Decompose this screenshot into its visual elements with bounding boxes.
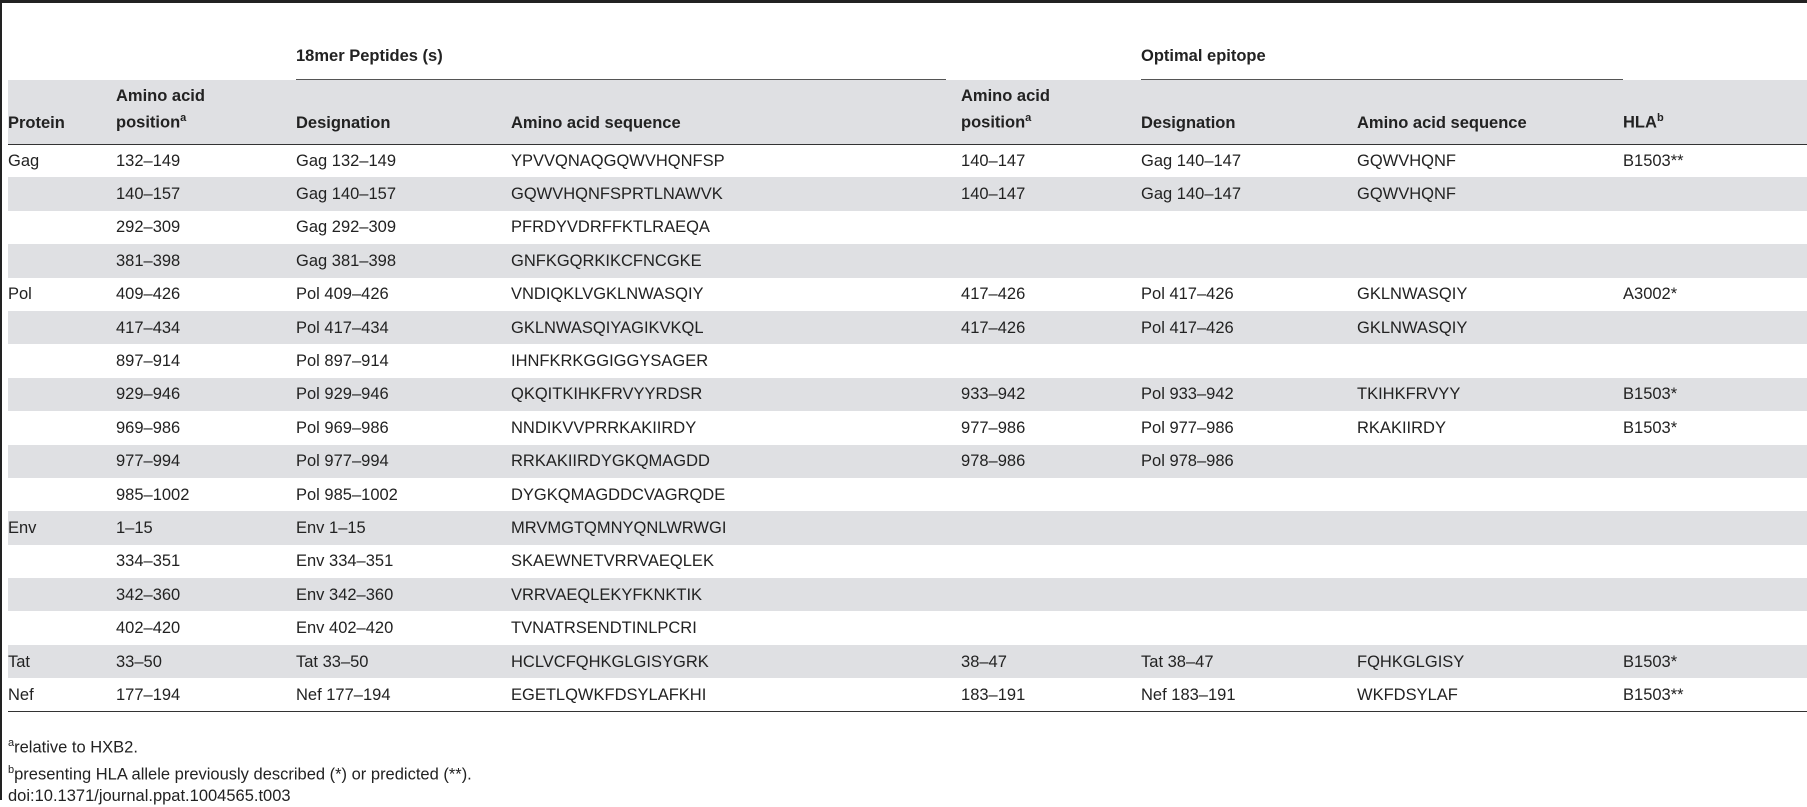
- cell-epi-aa-sequence: [1357, 545, 1623, 578]
- cell-aa-sequence: EGETLQWKFDSYLAFKHI: [511, 685, 707, 704]
- cell-aa-position: 292–309: [116, 218, 181, 237]
- cell-protein: Gag: [8, 151, 40, 170]
- cell-epi-designation: [1141, 611, 1357, 644]
- cell-epi-aa-sequence: [1357, 611, 1623, 644]
- left-rule: [0, 0, 2, 800]
- cell-hla: B1503*: [1623, 418, 1678, 437]
- cell-epi-aa-position: 978–986: [961, 452, 1026, 471]
- cell-hla: [1623, 445, 1807, 478]
- cell-hla: B1503*: [1623, 385, 1678, 404]
- cell-aa-position: 417–434: [116, 318, 181, 337]
- cell-aa-sequence: DYGKQMAGDDCVAGRQDE: [511, 485, 726, 504]
- cell-protein: Nef: [8, 685, 34, 704]
- cell-designation: Gag 132–149: [296, 151, 397, 170]
- cell-aa-sequence: YPVVQNAQGQWVHQNFSP: [511, 151, 725, 170]
- cell-epi-aa-sequence: GQWVHQNF: [1357, 185, 1457, 204]
- cell-hla: [1623, 311, 1807, 344]
- cell-protein: [8, 445, 116, 478]
- footnote-a: $^a$relative to HXB2.: [8, 737, 138, 757]
- col-epi-aa-position: Amino acid position$^a$: [961, 87, 1050, 132]
- cell-epi-designation: Pol 933–942: [1141, 385, 1234, 404]
- epitope-table: [8, 34, 1807, 712]
- cell-epi-designation: [1141, 244, 1357, 277]
- column-header-row: [8, 80, 1807, 144]
- cell-aa-position: 897–914: [116, 352, 181, 371]
- cell-epi-designation: Pol 417–426: [1141, 285, 1234, 304]
- table-row: [8, 645, 1807, 678]
- cell-epi-designation: [1141, 344, 1357, 377]
- cell-aa-sequence: PFRDYVDRFFKTLRAEQA: [511, 218, 710, 237]
- col-epi-designation: Designation: [1141, 113, 1236, 132]
- cell-aa-sequence: GNFKGQRKIKCFNCGKE: [511, 251, 702, 270]
- cell-epi-aa-position: [961, 211, 1141, 244]
- cell-hla: [1623, 177, 1807, 210]
- cell-epi-aa-sequence: FQHKGLGISY: [1357, 652, 1465, 671]
- cell-protein: [8, 211, 116, 244]
- cell-aa-sequence: SKAEWNETVRRVAEQLEK: [511, 552, 714, 571]
- cell-protein: [8, 578, 116, 611]
- table-row: [8, 545, 1807, 578]
- cell-hla: [1623, 611, 1807, 644]
- cell-aa-sequence: HCLVCFQHKGLGISYGRK: [511, 652, 709, 671]
- cell-epi-aa-sequence: GQWVHQNF: [1357, 151, 1457, 170]
- cell-designation: Env 342–360: [296, 585, 394, 604]
- table-row: [8, 378, 1807, 411]
- cell-epi-designation: Pol 977–986: [1141, 418, 1234, 437]
- cell-designation: Gag 292–309: [296, 218, 397, 237]
- cell-epi-aa-sequence: GKLNWASQIY: [1357, 285, 1468, 304]
- cell-hla: [1623, 578, 1807, 611]
- cell-epi-aa-sequence: [1357, 478, 1623, 511]
- cell-aa-sequence: NNDIKVVPRRKAKIIRDY: [511, 418, 697, 437]
- cell-designation: Gag 140–157: [296, 185, 397, 204]
- cell-epi-aa-position: 417–426: [961, 285, 1026, 304]
- footnote-b: $^b$presenting HLA allele previously described (*) or predicted (**).: [8, 763, 472, 783]
- cell-aa-position: 985–1002: [116, 485, 190, 504]
- cell-epi-aa-sequence: [1357, 511, 1623, 544]
- cell-epi-designation: Pol 978–986: [1141, 452, 1234, 471]
- col-hla: HLA$^b$: [1623, 112, 1664, 132]
- cell-epi-aa-sequence: [1357, 344, 1623, 377]
- cell-protein: [8, 177, 116, 210]
- cell-epi-designation: [1141, 511, 1357, 544]
- col-aa-sequence: Amino acid sequence: [511, 113, 681, 132]
- cell-aa-position: 402–420: [116, 619, 181, 638]
- cell-epi-aa-sequence: [1357, 244, 1623, 277]
- cell-protein: [8, 378, 116, 411]
- cell-epi-aa-position: [961, 344, 1141, 377]
- cell-aa-position: 342–360: [116, 585, 181, 604]
- cell-protein: [8, 244, 116, 277]
- table-row: [8, 144, 1807, 177]
- table-row: [8, 411, 1807, 444]
- table-row: [8, 511, 1807, 544]
- table-row: [8, 278, 1807, 311]
- cell-epi-designation: Pol 417–426: [1141, 318, 1234, 337]
- table-row: [8, 344, 1807, 377]
- cell-designation: Tat 33–50: [296, 652, 369, 671]
- cell-designation: Pol 969–986: [296, 418, 389, 437]
- cell-hla: [1623, 244, 1807, 277]
- cell-hla: [1623, 211, 1807, 244]
- cell-epi-aa-position: [961, 511, 1141, 544]
- cell-protein: [8, 311, 116, 344]
- cell-epi-aa-position: 933–942: [961, 385, 1026, 404]
- cell-aa-position: 969–986: [116, 418, 181, 437]
- cell-epi-designation: Nef 183–191: [1141, 685, 1236, 704]
- cell-aa-position: 381–398: [116, 251, 181, 270]
- cell-epi-designation: [1141, 211, 1357, 244]
- cell-aa-sequence: IHNFKRKGGIGGYSAGER: [511, 352, 709, 371]
- cell-protein: [8, 411, 116, 444]
- cell-epi-designation: Gag 140–147: [1141, 151, 1242, 170]
- cell-aa-position: 929–946: [116, 385, 181, 404]
- cell-aa-position: 177–194: [116, 685, 181, 704]
- cell-protein: [8, 611, 116, 644]
- col-aa-position: Amino acid position$^a$: [116, 87, 205, 132]
- table-row: [8, 244, 1807, 277]
- col-designation: Designation: [296, 113, 391, 132]
- table-row: [8, 611, 1807, 644]
- cell-protein: Pol: [8, 285, 32, 304]
- doi: doi:10.1371/journal.ppat.1004565.t003: [8, 787, 291, 805]
- cell-epi-aa-position: 417–426: [961, 318, 1026, 337]
- table-row: [8, 678, 1807, 711]
- cell-epi-designation: Tat 38–47: [1141, 652, 1214, 671]
- cell-aa-position: 1–15: [116, 518, 153, 537]
- cell-hla: [1623, 478, 1807, 511]
- cell-epi-aa-position: 183–191: [961, 685, 1026, 704]
- cell-protein: [8, 344, 116, 377]
- cell-epi-aa-sequence: WKFDSYLAF: [1357, 685, 1458, 704]
- cell-aa-sequence: TVNATRSENDTINLPCRI: [511, 619, 697, 638]
- cell-hla: B1503**: [1623, 151, 1684, 170]
- table-row: [8, 211, 1807, 244]
- col-protein: Protein: [8, 113, 65, 132]
- cell-protein: Env: [8, 518, 37, 537]
- cell-epi-designation: [1141, 478, 1357, 511]
- cell-hla: [1623, 344, 1807, 377]
- group-header-row: [8, 34, 1807, 80]
- cell-designation: Pol 409–426: [296, 285, 389, 304]
- cell-epi-aa-position: [961, 578, 1141, 611]
- cell-aa-sequence: GKLNWASQIYAGIKVKQL: [511, 318, 704, 337]
- cell-designation: Gag 381–398: [296, 251, 397, 270]
- group-header-peptides: 18mer Peptides (s): [296, 34, 961, 80]
- cell-designation: Env 402–420: [296, 619, 394, 638]
- cell-epi-designation: [1141, 545, 1357, 578]
- cell-protein: Tat: [8, 652, 31, 671]
- cell-epi-aa-position: [961, 611, 1141, 644]
- cell-epi-aa-sequence: GKLNWASQIY: [1357, 318, 1468, 337]
- cell-hla: [1623, 511, 1807, 544]
- cell-epi-aa-sequence: TKIHKFRVYY: [1357, 385, 1461, 404]
- cell-hla: B1503**: [1623, 685, 1684, 704]
- cell-aa-position: 33–50: [116, 652, 162, 671]
- table-row: [8, 578, 1807, 611]
- cell-epi-aa-position: 977–986: [961, 418, 1026, 437]
- cell-aa-position: 977–994: [116, 452, 181, 471]
- cell-designation: Pol 417–434: [296, 318, 389, 337]
- cell-epi-aa-sequence: [1357, 445, 1623, 478]
- col-epi-aa-sequence: Amino acid sequence: [1357, 113, 1527, 132]
- cell-aa-sequence: GQWVHQNFSPRTLNAWVK: [511, 185, 723, 204]
- cell-epi-aa-position: 140–147: [961, 151, 1026, 170]
- cell-epi-aa-position: 38–47: [961, 652, 1007, 671]
- cell-designation: Pol 929–946: [296, 385, 389, 404]
- cell-epi-aa-position: [961, 244, 1141, 277]
- cell-aa-position: 409–426: [116, 285, 181, 304]
- cell-designation: Nef 177–194: [296, 685, 391, 704]
- cell-aa-sequence: VRRVAEQLEKYFKNKTIK: [511, 585, 703, 604]
- cell-designation: Env 334–351: [296, 552, 394, 571]
- cell-designation: Pol 985–1002: [296, 485, 398, 504]
- group-header-epitope: Optimal epitope: [1141, 34, 1623, 80]
- cell-aa-sequence: VNDIQKLVGKLNWASQIY: [511, 285, 704, 304]
- cell-aa-position: 334–351: [116, 552, 181, 571]
- cell-designation: Pol 897–914: [296, 352, 389, 371]
- cell-hla: [1623, 545, 1807, 578]
- cell-designation: Env 1–15: [296, 518, 366, 537]
- cell-epi-aa-position: 140–147: [961, 185, 1026, 204]
- table-row: [8, 478, 1807, 511]
- cell-aa-position: 132–149: [116, 151, 181, 170]
- table-row: [8, 311, 1807, 344]
- footnotes: [8, 732, 472, 807]
- cell-epi-aa-sequence: RKAKIIRDY: [1357, 418, 1446, 437]
- cell-designation: Pol 977–994: [296, 452, 389, 471]
- cell-hla: A3002*: [1623, 285, 1678, 304]
- cell-epi-aa-sequence: [1357, 578, 1623, 611]
- cell-protein: [8, 545, 116, 578]
- cell-aa-sequence: RRKAKIIRDYGKQMAGDD: [511, 452, 710, 471]
- top-rule: [0, 0, 1807, 3]
- cell-hla: B1503*: [1623, 652, 1678, 671]
- table-row: [8, 445, 1807, 478]
- cell-epi-aa-position: [961, 545, 1141, 578]
- cell-epi-designation: Gag 140–147: [1141, 185, 1242, 204]
- cell-aa-sequence: MRVMGTQMNYQNLWRWGI: [511, 518, 727, 537]
- cell-aa-sequence: QKQITKIHKFRVYYRDSR: [511, 385, 703, 404]
- cell-protein: [8, 478, 116, 511]
- cell-aa-position: 140–157: [116, 185, 181, 204]
- table-row: [8, 177, 1807, 210]
- cell-epi-aa-position: [961, 478, 1141, 511]
- cell-epi-aa-sequence: [1357, 211, 1623, 244]
- cell-epi-designation: [1141, 578, 1357, 611]
